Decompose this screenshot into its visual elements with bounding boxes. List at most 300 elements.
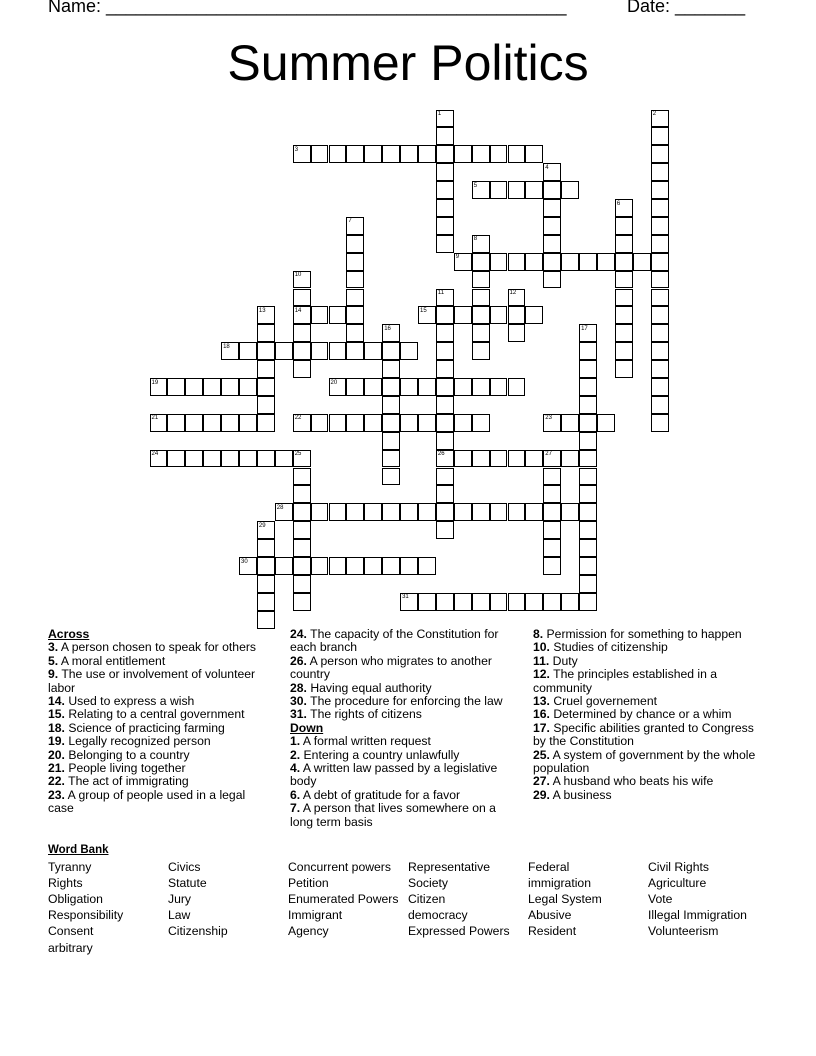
grid-cell[interactable] [490, 450, 508, 468]
grid-cell[interactable] [329, 342, 347, 360]
word-bank-item: Illegal Immigration [648, 908, 747, 923]
grid-cell[interactable] [311, 414, 329, 432]
clue-number-label: 30 [241, 558, 248, 565]
grid-cell[interactable] [579, 414, 597, 432]
down-clue [533, 708, 761, 721]
grid-cell[interactable] [651, 306, 669, 324]
clues-column-2 [290, 628, 518, 829]
clue-number: 2. [290, 747, 301, 762]
grid-cell[interactable] [257, 557, 275, 575]
grid-cell[interactable] [275, 557, 293, 575]
grid-cell[interactable] [346, 503, 364, 521]
grid-cell[interactable] [293, 342, 311, 360]
grid-cell[interactable] [490, 181, 508, 199]
grid-cell[interactable] [436, 521, 454, 539]
grid-cell[interactable] [579, 396, 597, 414]
grid-cell[interactable] [400, 557, 418, 575]
clue-text: Studies of citizenship [549, 640, 668, 655]
grid-cell[interactable] [436, 342, 454, 360]
grid-cell[interactable] [543, 485, 561, 503]
grid-cell[interactable] [311, 342, 329, 360]
grid-cell[interactable] [508, 181, 526, 199]
grid-cell[interactable] [346, 289, 364, 307]
across-clue [290, 655, 518, 682]
clue-text: Specific abilities granted to Congress by the Constitution [533, 720, 754, 749]
grid-cell[interactable] [436, 503, 454, 521]
clue-number-label: 10 [294, 272, 302, 279]
across-clue [48, 775, 270, 788]
grid-cell[interactable] [543, 557, 561, 575]
grid-cell[interactable] [293, 503, 311, 521]
grid-cell[interactable] [543, 199, 561, 217]
grid-cell[interactable] [436, 324, 454, 342]
grid-cell[interactable] [382, 557, 400, 575]
grid-cell[interactable] [508, 503, 526, 521]
grid-cell[interactable] [257, 414, 275, 432]
grid-cell[interactable] [329, 414, 347, 432]
word-bank-item: Rights [48, 876, 83, 891]
grid-cell[interactable] [436, 217, 454, 235]
across-clue [290, 628, 518, 655]
grid-cell[interactable] [561, 253, 579, 271]
grid-cell[interactable] [508, 306, 526, 324]
clue-number-label: 9 [455, 254, 460, 261]
grid-cell[interactable] [185, 378, 203, 396]
clue-text: Cruel governement [549, 694, 657, 709]
clue-number-label: 12 [509, 290, 517, 296]
word-bank-item: Civics [168, 860, 201, 874]
grid-cell[interactable] [651, 360, 669, 378]
grid-cell[interactable] [400, 145, 418, 163]
word-bank-item: Civil Rights [648, 860, 709, 874]
grid-cell[interactable] [651, 217, 669, 235]
grid-cell[interactable] [436, 127, 454, 145]
grid-cell[interactable] [651, 127, 669, 145]
grid-cell[interactable] [239, 378, 257, 396]
grid-cell[interactable] [293, 468, 311, 486]
grid-cell[interactable] [382, 450, 400, 468]
grid-cell[interactable] [293, 593, 311, 611]
grid-cell[interactable] [543, 253, 561, 271]
grid-cell[interactable] [203, 378, 221, 396]
grid-cell[interactable] [579, 378, 597, 396]
grid-cell[interactable] [293, 324, 311, 342]
grid-cell[interactable] [293, 289, 311, 307]
clue-number: 25. [533, 747, 550, 762]
grid-cell[interactable] [346, 557, 364, 575]
across-clue [48, 762, 270, 775]
grid-cell[interactable] [293, 557, 311, 575]
grid-cell[interactable] [436, 235, 454, 253]
word-bank-item: Petition [288, 876, 329, 891]
grid-cell[interactable] [579, 342, 597, 360]
grid-cell[interactable] [311, 557, 329, 575]
grid-cell[interactable] [454, 145, 472, 163]
grid-cell[interactable] [615, 324, 633, 342]
grid-cell[interactable] [364, 378, 382, 396]
grid-cell[interactable] [651, 271, 669, 289]
grid-cell[interactable] [382, 342, 400, 360]
grid-cell[interactable] [615, 306, 633, 324]
grid-cell[interactable] [293, 539, 311, 557]
grid-cell[interactable] [561, 414, 579, 432]
grid-cell[interactable] [472, 271, 490, 289]
down-clue [533, 628, 761, 641]
grid-cell[interactable] [651, 378, 669, 396]
clue-text: A system of government by the whole population [533, 747, 756, 776]
grid-cell[interactable] [257, 450, 275, 468]
grid-cell[interactable] [221, 378, 239, 396]
grid-cell[interactable] [454, 450, 472, 468]
grid-cell[interactable] [364, 503, 382, 521]
grid-cell[interactable] [525, 593, 543, 611]
grid-cell[interactable] [579, 557, 597, 575]
grid-cell[interactable] [508, 253, 526, 271]
grid-cell[interactable] [597, 253, 615, 271]
grid-cell[interactable] [257, 324, 275, 342]
grid-cell[interactable] [561, 181, 579, 199]
grid-cell[interactable] [311, 306, 329, 324]
grid-cell[interactable] [346, 324, 364, 342]
grid-cell[interactable] [257, 611, 275, 629]
down-clue [533, 641, 761, 654]
word-bank-item: Enumerated Powers [288, 892, 399, 907]
grid-cell[interactable] [364, 342, 382, 360]
grid-cell[interactable] [293, 521, 311, 539]
grid-cell[interactable] [615, 235, 633, 253]
clue-number: 12. [533, 667, 550, 682]
grid-cell[interactable] [436, 199, 454, 217]
grid-cell[interactable] [436, 414, 454, 432]
grid-cell[interactable] [543, 235, 561, 253]
clue-number-label: 16 [384, 325, 391, 332]
grid-cell[interactable] [579, 253, 597, 271]
grid-cell[interactable] [615, 289, 633, 307]
clue-text: The procedure for enforcing the law [306, 694, 503, 709]
clue-number-label: 17 [581, 325, 588, 332]
grid-cell[interactable] [543, 521, 561, 539]
grid-cell[interactable] [257, 342, 275, 360]
grid-cell[interactable] [525, 306, 543, 324]
grid-cell[interactable] [508, 145, 526, 163]
grid-cell[interactable] [436, 593, 454, 611]
across-clue [290, 708, 518, 721]
grid-cell[interactable] [346, 235, 364, 253]
grid-cell[interactable] [329, 557, 347, 575]
grid-cell[interactable] [400, 503, 418, 521]
word-bank-item: Resident [528, 924, 577, 939]
grid-cell[interactable] [651, 253, 669, 271]
grid-cell[interactable] [472, 253, 490, 271]
clue-text: Entering a country unlawfully [300, 747, 460, 762]
grid-cell[interactable] [185, 414, 203, 432]
grid-cell[interactable] [257, 593, 275, 611]
across-clue [48, 695, 270, 708]
grid-cell[interactable] [472, 324, 490, 342]
grid-cell[interactable] [239, 414, 257, 432]
grid-cell[interactable] [579, 521, 597, 539]
grid-cell[interactable] [239, 342, 257, 360]
grid-cell[interactable] [346, 306, 364, 324]
grid-cell[interactable] [382, 145, 400, 163]
grid-cell[interactable] [525, 253, 543, 271]
grid-cell[interactable] [257, 360, 275, 378]
grid-cell[interactable] [275, 342, 293, 360]
grid-cell[interactable] [508, 324, 526, 342]
grid-cell[interactable] [490, 503, 508, 521]
clue-text: A husband who beats his wife [549, 774, 714, 789]
grid-cell[interactable] [311, 503, 329, 521]
grid-cell[interactable] [525, 145, 543, 163]
clue-number-label: 8 [473, 236, 478, 243]
grid-cell[interactable] [454, 378, 472, 396]
clue-number-label: 1 [437, 111, 442, 117]
grid-cell[interactable] [579, 432, 597, 450]
grid-cell[interactable] [454, 503, 472, 521]
grid-cell[interactable] [651, 324, 669, 342]
grid-cell[interactable] [346, 414, 364, 432]
grid-cell[interactable] [472, 145, 490, 163]
grid-cell[interactable] [579, 360, 597, 378]
clue-number-label: 31 [402, 594, 409, 601]
grid-cell[interactable] [418, 145, 436, 163]
grid-cell[interactable] [490, 145, 508, 163]
clue-number-label: 18 [223, 343, 230, 350]
word-bank-item: Tyranny [48, 860, 92, 874]
grid-cell[interactable] [472, 342, 490, 360]
grid-cell[interactable] [329, 145, 347, 163]
clue-number-label: 4 [545, 164, 549, 171]
grid-cell[interactable] [543, 468, 561, 486]
clue-number: 21. [48, 761, 65, 776]
grid-cell[interactable] [525, 181, 543, 199]
grid-cell[interactable] [436, 360, 454, 378]
grid-cell[interactable] [490, 306, 508, 324]
grid-cell[interactable] [436, 306, 454, 324]
grid-cell[interactable] [239, 450, 257, 468]
grid-cell[interactable] [293, 360, 311, 378]
clue-text: The use or involvement of volunteer labor [48, 667, 256, 695]
grid-cell[interactable] [418, 378, 436, 396]
grid-cell[interactable] [651, 163, 669, 181]
word-bank-item: Jury [168, 892, 192, 907]
grid-cell[interactable] [579, 593, 597, 611]
clue-number-label: 2 [652, 111, 657, 117]
grid-cell[interactable] [543, 539, 561, 557]
grid-cell[interactable] [615, 217, 633, 235]
grid-cell[interactable] [615, 271, 633, 289]
down-clue [533, 668, 761, 695]
clue-number-label: 21 [151, 415, 159, 422]
grid-cell[interactable] [508, 593, 526, 611]
grid-cell[interactable] [615, 342, 633, 360]
word-bank-item: Immigrant [288, 908, 343, 923]
word-bank-item: Abusive [528, 908, 572, 923]
grid-cell[interactable] [346, 145, 364, 163]
grid-cell[interactable] [167, 414, 185, 432]
grid-cell[interactable] [651, 199, 669, 217]
grid-cell[interactable] [651, 414, 669, 432]
grid-cell[interactable] [543, 593, 561, 611]
grid-cell[interactable] [561, 593, 579, 611]
grid-cell[interactable] [651, 181, 669, 199]
grid-cell[interactable] [329, 306, 347, 324]
clue-number-label: 24 [151, 451, 159, 458]
grid-cell[interactable] [525, 503, 543, 521]
grid-cell[interactable] [257, 575, 275, 593]
grid-cell[interactable] [346, 271, 364, 289]
grid-cell[interactable] [257, 539, 275, 557]
grid-cell[interactable] [472, 306, 490, 324]
name-field[interactable]: Name: ______________________________________________ [48, 0, 567, 16]
grid-cell[interactable] [418, 503, 436, 521]
grid-cell[interactable] [615, 253, 633, 271]
grid-cell[interactable] [579, 450, 597, 468]
grid-cell[interactable] [490, 253, 508, 271]
clue-number-label: 26 [437, 451, 445, 458]
clue-number: 11. [533, 653, 550, 668]
grid-cell[interactable] [454, 306, 472, 324]
grid-cell[interactable] [257, 378, 275, 396]
grid-cell[interactable] [633, 253, 651, 271]
clue-number: 20. [48, 747, 65, 762]
grid-cell[interactable] [436, 396, 454, 414]
clue-number: 4. [290, 761, 301, 776]
grid-cell[interactable] [400, 342, 418, 360]
page-title: Summer Politics [227, 35, 589, 91]
grid-cell[interactable] [472, 414, 490, 432]
word-bank-item: arbitrary [48, 940, 93, 955]
grid-cell[interactable] [382, 468, 400, 486]
grid-cell[interactable] [221, 450, 239, 468]
grid-cell[interactable] [472, 503, 490, 521]
grid-cell[interactable] [346, 342, 364, 360]
clue-number: 1. [290, 734, 301, 749]
grid-cell[interactable] [400, 414, 418, 432]
grid-cell[interactable] [454, 414, 472, 432]
grid-cell[interactable] [472, 378, 490, 396]
grid-cell[interactable] [436, 181, 454, 199]
grid-cell[interactable] [346, 378, 364, 396]
grid-cell[interactable] [651, 235, 669, 253]
across-heading: Across [48, 627, 90, 641]
grid-cell[interactable] [436, 468, 454, 486]
grid-cell[interactable] [167, 378, 185, 396]
grid-cell[interactable] [364, 414, 382, 432]
word-bank-item: Volunteerism [648, 924, 719, 939]
grid-cell[interactable] [293, 575, 311, 593]
word-bank-item: Federal [528, 860, 570, 874]
down-clue [290, 802, 518, 829]
clue-number-label: 23 [545, 415, 552, 422]
grid-cell[interactable] [436, 485, 454, 503]
grid-cell[interactable] [472, 289, 490, 307]
grid-cell[interactable] [167, 450, 185, 468]
word-bank-item: Citizen [408, 892, 446, 907]
grid-cell[interactable] [579, 503, 597, 521]
grid-cell[interactable] [615, 360, 633, 378]
clue-number: 14. [48, 694, 65, 709]
clue-text: Legally recognized person [64, 734, 211, 749]
grid-cell[interactable] [508, 378, 526, 396]
grid-cell[interactable] [293, 485, 311, 503]
grid-cell[interactable] [543, 181, 561, 199]
grid-cell[interactable] [579, 485, 597, 503]
clue-number-label: 5 [473, 182, 478, 189]
grid-cell[interactable] [311, 145, 329, 163]
grid-cell[interactable] [651, 289, 669, 307]
grid-cell[interactable] [454, 593, 472, 611]
grid-cell[interactable] [275, 450, 293, 468]
grid-cell[interactable] [185, 450, 203, 468]
grid-cell[interactable] [436, 432, 454, 450]
grid-cell[interactable] [382, 396, 400, 414]
grid-cell[interactable] [543, 217, 561, 235]
grid-cell[interactable] [400, 378, 418, 396]
grid-cell[interactable] [364, 557, 382, 575]
clue-text: The act of immigrating [64, 774, 189, 789]
grid-cell[interactable] [382, 503, 400, 521]
grid-cell[interactable] [364, 145, 382, 163]
grid-cell[interactable] [203, 450, 221, 468]
clue-text: A group of people used in a legal case [48, 787, 246, 816]
grid-cell[interactable] [651, 342, 669, 360]
grid-cell[interactable] [436, 163, 454, 181]
grid-cell[interactable] [418, 414, 436, 432]
grid-cell[interactable] [472, 450, 490, 468]
grid-cell[interactable] [346, 253, 364, 271]
grid-cell[interactable] [561, 503, 579, 521]
grid-cell[interactable] [543, 271, 561, 289]
grid-cell[interactable] [579, 575, 597, 593]
date-field[interactable]: Date: _______ [627, 0, 746, 16]
grid-cell[interactable] [472, 593, 490, 611]
clue-number: 30. [290, 694, 307, 709]
clue-text: Duty [549, 653, 578, 668]
clue-number: 13. [533, 694, 550, 709]
clue-text: A formal written request [300, 734, 431, 749]
grid-cell[interactable] [651, 145, 669, 163]
clue-number-label: 6 [616, 200, 621, 207]
grid-cell[interactable] [490, 593, 508, 611]
clue-number: 10. [533, 640, 550, 655]
grid-cell[interactable] [597, 414, 615, 432]
grid-cell[interactable] [203, 414, 221, 432]
grid-cell[interactable] [543, 503, 561, 521]
grid-cell[interactable] [418, 593, 436, 611]
grid-cell[interactable] [436, 145, 454, 163]
clue-number: 17. [533, 720, 550, 735]
grid-cell[interactable] [329, 503, 347, 521]
grid-cell[interactable] [257, 396, 275, 414]
grid-cell[interactable] [382, 414, 400, 432]
grid-cell[interactable] [508, 450, 526, 468]
grid-cell[interactable] [436, 378, 454, 396]
down-clue [533, 789, 761, 802]
clue-number-label: 14 [294, 307, 302, 314]
grid-cell[interactable] [561, 450, 579, 468]
grid-cell[interactable] [382, 360, 400, 378]
grid-cell[interactable] [221, 414, 239, 432]
grid-cell[interactable] [490, 378, 508, 396]
grid-cell[interactable] [525, 450, 543, 468]
grid-cell[interactable] [579, 539, 597, 557]
grid-cell[interactable] [651, 396, 669, 414]
grid-cell[interactable] [418, 557, 436, 575]
grid-cell[interactable] [579, 468, 597, 486]
grid-cell[interactable] [382, 378, 400, 396]
grid-cell[interactable] [382, 432, 400, 450]
